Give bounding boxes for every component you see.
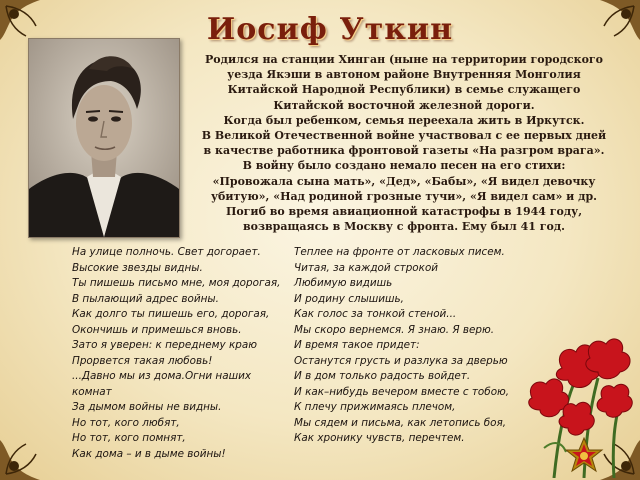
page-title: Иосиф Уткин — [206, 12, 454, 47]
bio-line: В Великой Отечественной войне участвовал с ее первых дней — [201, 129, 607, 143]
corner-ornament-icon — [0, 410, 70, 480]
carnations-icon — [514, 328, 638, 478]
bio-line: возвращаясь в Москву с фронта. Ему был 41 год. — [242, 220, 566, 234]
poem-line: Мы сядем и письма, как летопись боя, — [294, 416, 507, 429]
bio-line: В войну было создано немало песен на его стихи: — [242, 159, 566, 173]
poem-line: Зато я уверен: к переднему краю — [72, 339, 257, 351]
poem-line: Как голос за тонкой стеной... — [294, 308, 457, 320]
poem-line: На улице полночь. Свет догорает. — [72, 246, 261, 258]
poem-line: И в дом только радость войдет. — [294, 370, 471, 382]
bio-line: Погиб во время авиационной катастрофы в 1944 году, — [225, 205, 583, 219]
poem-line: К плечу прижимаясь плечом, — [294, 401, 456, 413]
bio-line: Родился на станции Хинган (ныне на территории городского — [205, 53, 603, 66]
bio-line: Когда был ребенком, семья переехала жить в Иркутск. — [223, 113, 585, 127]
poem-line: комнат — [72, 385, 112, 398]
poem-line: Как дома – и в дыме войны! — [72, 447, 226, 460]
poem-line: ...Давно мы из дома.Огни наших — [72, 370, 252, 382]
poem-line: Останутся грусть и разлука за дверью — [294, 354, 508, 367]
bio-line: «Провожала сына мать», «Дед», «Бабы», «Я видел девочку — [212, 174, 596, 188]
bio-line: в качестве работника фронтовой газеты «На разгром врага». — [203, 144, 605, 158]
bio-line: Китайской восточной железной дороги. — [273, 98, 535, 112]
author-portrait — [28, 38, 180, 238]
poem-line: И время такое придет: — [294, 339, 420, 351]
poem-line: Высокие звезды видны. — [72, 261, 203, 274]
poem-right-column — [294, 245, 524, 447]
bio-line: уезда Якэши в автоном районе Внутренняя Монголия — [227, 68, 581, 82]
bio-line: убитую», «Над родиной грозные тучи», «Я видел сам» и др. — [210, 189, 597, 203]
poem-line: Мы скоро вернемся. Я знаю. Я верю. — [294, 323, 495, 336]
poem-line: Но тот, кого помнят, — [72, 432, 186, 444]
poem-line: Читая, за каждой строкой — [294, 261, 439, 274]
poem-line: Ты пишешь письмо мне, моя дорогая, — [72, 277, 281, 289]
biography-text — [186, 52, 622, 234]
poem-left-column — [72, 245, 287, 462]
poem-line: И как–нибудь вечером вместе с тобою, — [294, 385, 510, 398]
poem-line: Теплее на фронте от ласковых писем. — [294, 246, 505, 258]
poem-line: Прорвется такая любовь! — [72, 354, 213, 367]
poem-line: Как хронику чувств, перечтем. — [294, 432, 465, 444]
bio-line: Китайской Народной Республики) в семье служащего — [227, 83, 581, 97]
poem-line: Окончишь и примешься вновь. — [72, 323, 242, 336]
poem-line: За дымом войны не видны. — [72, 401, 222, 413]
poem-line: Как долго ты пишешь его, дорогая, — [72, 308, 270, 320]
poem-line: Любимую видишь — [294, 277, 393, 289]
poem-line: В пылающий адрес войны. — [72, 292, 219, 305]
poem-line: Но тот, кого любят, — [72, 416, 180, 429]
poem-line: И родину слышишь, — [294, 292, 404, 305]
